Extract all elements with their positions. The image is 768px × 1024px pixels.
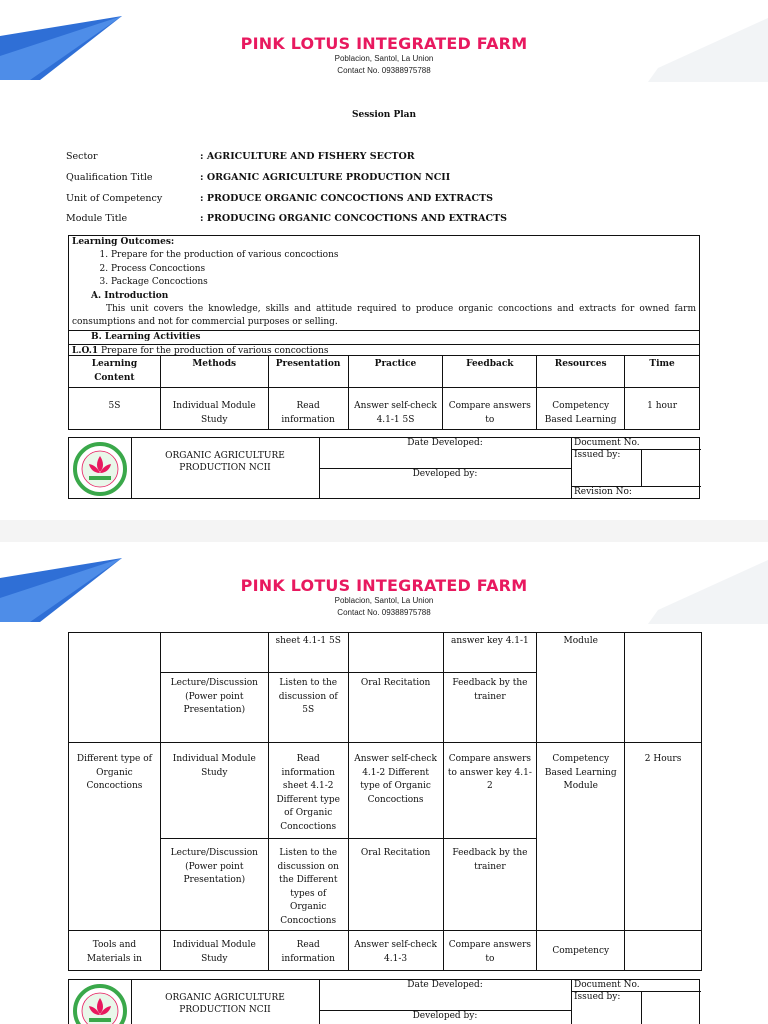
cell: 2 Hours — [625, 743, 702, 931]
learning-outcomes-box — [68, 235, 700, 356]
header-learning-content: Learning Content — [69, 356, 161, 388]
cell: Module — [537, 633, 625, 743]
cell: Read information — [268, 931, 348, 971]
footer-date-developed: Date Developed: — [407, 980, 483, 990]
footer-document-no: Document No. — [574, 980, 640, 990]
outcomes-list — [69, 249, 699, 289]
cell: Answer self-check 4.1-2 Different type of Organic Concoctions — [348, 743, 443, 839]
intro-text: This unit covers the knowledge, skills and attitude required to produce organic concoctions and extracts for owned farm consumptions and not for commercial purposes or selling. — [69, 303, 699, 331]
cell: Listen to the discussion of 5S — [268, 673, 348, 743]
cell: Tools and Materials in — [69, 931, 161, 971]
cell: Individual Module Study — [160, 931, 268, 971]
farm-address: Poblacion, Santol, La Union — [334, 54, 434, 63]
cell: Answer self-check 4.1-3 — [348, 931, 443, 971]
meta-label: Module Title — [66, 213, 128, 224]
farm-contact: Contact No. 09388975788 — [337, 608, 431, 617]
cell: Individual Module Study — [160, 743, 268, 839]
cell: Lecture/Discussion (Power point Presentation) — [160, 673, 268, 743]
cell: Read information sheet 4.1-2 Different type of Organic Concoctions — [268, 743, 348, 839]
cell: 5S — [69, 388, 161, 430]
cell: Compare answers to answer key 4.1-2 — [443, 743, 537, 839]
meta-label: Sector — [66, 151, 98, 162]
meta-label: Unit of Competency — [66, 193, 163, 204]
cell: answer key 4.1-1 — [443, 633, 537, 673]
header-practice: Practice — [348, 356, 443, 388]
cell: Feedback by the trainer — [443, 839, 537, 931]
meta-label: Qualification Title — [66, 172, 153, 183]
meta-module — [66, 213, 507, 224]
cell: Feedback by the trainer — [443, 673, 537, 743]
footer-revision-no: Revision No: — [574, 487, 632, 497]
outcome-item: 1. Prepare for the production of various concoctions — [111, 249, 699, 262]
meta-qualification — [66, 172, 450, 183]
pink-lotus-logo — [73, 984, 127, 1024]
header-time: Time — [625, 356, 700, 388]
header-feedback: Feedback — [443, 356, 537, 388]
cell — [625, 931, 702, 971]
cell: Oral Recitation — [348, 673, 443, 743]
header-presentation: Presentation — [268, 356, 348, 388]
cell: Compare answers to — [443, 388, 537, 430]
activities-table-continued — [68, 632, 702, 971]
farm-contact: Contact No. 09388975788 — [337, 66, 431, 75]
footer-qualification: ORGANIC AGRICULTURE PRODUCTION NCII — [165, 993, 285, 1015]
meta-value: : PRODUCE ORGANIC CONCOCTIONS AND EXTRACTS — [200, 193, 494, 204]
document-title: Session Plan — [351, 110, 417, 120]
cell: Compare answers to — [443, 931, 537, 971]
cell: sheet 4.1-1 5S — [268, 633, 348, 673]
cell: Lecture/Discussion (Power point Presentation) — [160, 839, 268, 931]
footer-issued-by: Issued by: — [574, 992, 621, 1002]
footer-document-no: Document No. — [574, 438, 640, 448]
table-row — [69, 743, 702, 839]
cell: Competency Based Learning Module — [537, 743, 625, 931]
cell: Answer self-check 4.1-1 5S — [348, 388, 443, 430]
pink-lotus-logo — [73, 442, 127, 496]
footer-developed-by: Developed by: — [412, 469, 478, 479]
activities-heading: B. Learning Activities — [69, 331, 699, 345]
farm-name: PINK LOTUS INTEGRATED FARM — [240, 34, 528, 53]
farm-address: Poblacion, Santol, La Union — [334, 596, 434, 605]
footer-issued-by: Issued by: — [574, 450, 621, 460]
document-footer — [68, 437, 700, 499]
header-resources: Resources — [537, 356, 625, 388]
outcome-item: 2. Process Concoctions — [111, 263, 699, 276]
cell — [625, 633, 702, 743]
cell: Competency Based Learning — [537, 388, 625, 430]
cell: 1 hour — [625, 388, 700, 430]
meta-value: : AGRICULTURE AND FISHERY SECTOR — [200, 151, 415, 162]
header-methods: Methods — [160, 356, 268, 388]
cell: Different type of Organic Concoctions — [69, 743, 161, 931]
cell: Individual Module Study — [160, 388, 268, 430]
table-header-row — [69, 356, 700, 388]
footer-qualification: ORGANIC AGRICULTURE PRODUCTION NCII — [165, 451, 285, 473]
cell: Oral Recitation — [348, 839, 443, 931]
lo-code: L.O.1 — [72, 346, 99, 357]
cell — [69, 633, 161, 743]
table-row — [69, 931, 702, 971]
cell: Competency — [537, 931, 625, 971]
page-2 — [0, 542, 768, 1024]
outcomes-heading: Learning Outcomes: — [72, 237, 175, 247]
cell — [160, 633, 268, 673]
meta-unit — [66, 193, 493, 204]
meta-value: : ORGANIC AGRICULTURE PRODUCTION NCII — [200, 172, 451, 183]
cell: Listen to the discussion on the Different types of Organic Concoctions — [268, 839, 348, 931]
outcome-item: 3. Package Concoctions — [111, 276, 699, 289]
footer-date-developed: Date Developed: — [407, 438, 483, 448]
table-row — [69, 388, 700, 430]
meta-value: : PRODUCING ORGANIC CONCOCTIONS AND EXTRACTS — [200, 213, 508, 224]
intro-heading: A. Introduction — [91, 290, 169, 301]
page-separator — [0, 520, 768, 542]
document-footer — [68, 979, 700, 1024]
cell: Read information — [268, 388, 348, 430]
table-row — [69, 633, 702, 673]
farm-name: PINK LOTUS INTEGRATED FARM — [240, 576, 528, 595]
cell — [348, 633, 443, 673]
lo-text: Prepare for the production of various concoctions — [98, 346, 329, 357]
footer-developed-by: Developed by: — [412, 1011, 478, 1021]
activities-table — [68, 355, 700, 430]
meta-sector — [66, 151, 415, 162]
